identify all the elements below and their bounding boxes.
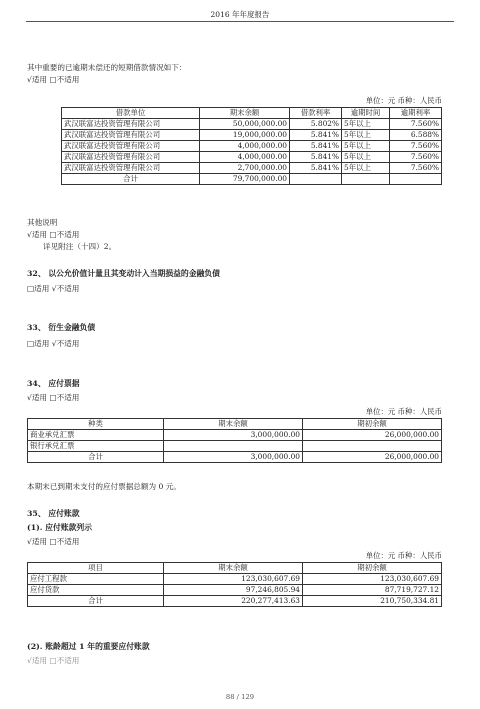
notes-payable-table	[27, 418, 442, 463]
cell-borrower: 武汉联富达投资管理有限公司	[62, 163, 200, 174]
table-total-row	[28, 596, 442, 607]
cell-rate: 5.841%	[290, 130, 342, 141]
header-rule	[26, 21, 454, 22]
total-end-balance: 3,000,000.00	[164, 452, 303, 463]
section-33-title: 33、 衍生金融负债	[27, 323, 96, 332]
total-label: 合计	[28, 452, 164, 463]
total-label: 合计	[28, 596, 164, 607]
total-balance: 79,700,000.00	[200, 174, 290, 185]
total-label: 合计	[62, 174, 200, 185]
section-35-sub2: (2). 账龄超过 1 年的重要应付账款	[27, 642, 150, 651]
cell-overdue-time: 5年以上	[342, 141, 390, 152]
cell-end-balance: 3,000,000.00	[164, 430, 303, 441]
other-notes-text: 详见附注（十四）2。	[43, 242, 117, 251]
table-header-row	[28, 419, 442, 430]
other-notes-title: 其他说明	[27, 218, 58, 227]
col-header: 借款利率	[290, 108, 342, 119]
section-34-note: 本期末已到期未支付的应付票据总额为 0 元。	[27, 482, 181, 491]
cell-begin-balance: 87,719,727.12	[303, 585, 442, 596]
empty-cell	[290, 174, 342, 185]
table-row	[62, 163, 442, 174]
section-34-unit: 单位：元 币种：人民币	[365, 407, 442, 416]
cell-type: 商业承兑汇票	[28, 430, 164, 441]
cell-end-balance: 97,246,805.94	[164, 585, 303, 596]
table-row	[62, 119, 442, 130]
accounts-payable-table	[27, 562, 442, 607]
cell-borrower: 武汉联富达投资管理有限公司	[62, 130, 200, 141]
table-row	[28, 574, 442, 585]
col-header: 逾期利率	[390, 108, 442, 119]
cell-rate: 5.841%	[290, 152, 342, 163]
empty-cell	[342, 174, 390, 185]
table-row	[62, 141, 442, 152]
cell-begin-balance	[303, 441, 442, 452]
col-header: 期末余额	[164, 419, 303, 430]
cell-end-balance	[164, 441, 303, 452]
cell-balance: 2,700,000.00	[200, 163, 290, 174]
cell-rate: 5.802%	[290, 119, 342, 130]
cell-overdue-time: 5年以上	[342, 119, 390, 130]
table-total-row	[62, 174, 442, 185]
cell-begin-balance: 123,030,607.69	[303, 574, 442, 585]
table-row	[28, 441, 442, 452]
table-header-row	[62, 108, 442, 119]
overdue-loans-table	[61, 107, 442, 185]
section-35-applicable: √适用 □不适用	[27, 537, 80, 546]
cell-borrower: 武汉联富达投资管理有限公司	[62, 119, 200, 130]
cell-balance: 4,000,000.00	[200, 152, 290, 163]
cell-overdue-time: 5年以上	[342, 152, 390, 163]
table-total-row	[28, 452, 442, 463]
empty-cell	[390, 174, 442, 185]
col-header: 种类	[28, 419, 164, 430]
table-row	[28, 585, 442, 596]
cell-rate: 5.841%	[290, 141, 342, 152]
total-begin-balance: 210,750,334.81	[303, 596, 442, 607]
page-header: 2016 年年度报告	[210, 10, 270, 19]
cell-overdue-rate: 7.560%	[390, 163, 442, 174]
cell-rate: 5.841%	[290, 163, 342, 174]
cell-item: 应付工程款	[28, 574, 164, 585]
total-begin-balance: 26,000,000.00	[303, 452, 442, 463]
section-33-applicable: □适用 √不适用	[27, 339, 80, 348]
cell-balance: 4,000,000.00	[200, 141, 290, 152]
cell-end-balance: 123,030,607.69	[164, 574, 303, 585]
section-35-sub1: (1). 应付账款列示	[27, 523, 93, 532]
col-header: 期末余额	[164, 563, 303, 574]
overdue-unit: 单位：元 币种：人民币	[365, 96, 442, 105]
cell-overdue-time: 5年以上	[342, 163, 390, 174]
section-32-title: 32、 以公允价值计量且其变动计入当期损益的金融负债	[27, 269, 220, 278]
cell-type: 银行承兑汇票	[28, 441, 164, 452]
cell-borrower: 武汉联富达投资管理有限公司	[62, 152, 200, 163]
col-header: 期初余额	[303, 419, 442, 430]
section-35-unit: 单位：元 币种：人民币	[365, 551, 442, 560]
page-number: 88 / 129	[225, 693, 255, 701]
col-header: 项目	[28, 563, 164, 574]
table-row	[28, 430, 442, 441]
col-header: 逾期时间	[342, 108, 390, 119]
cell-borrower: 武汉联富达投资管理有限公司	[62, 141, 200, 152]
cell-overdue-time: 5年以上	[342, 130, 390, 141]
cell-begin-balance: 26,000,000.00	[303, 430, 442, 441]
section-35-applicable2: √适用 □不适用	[27, 656, 80, 665]
overdue-applicable: √适用 □不适用	[27, 75, 80, 84]
table-header-row	[28, 563, 442, 574]
cell-balance: 19,000,000.00	[200, 130, 290, 141]
section-34-title: 34、 应付票据	[27, 379, 80, 388]
col-header: 期初余额	[303, 563, 442, 574]
col-header: 借款单位	[62, 108, 200, 119]
cell-item: 应付货款	[28, 585, 164, 596]
cell-balance: 50,000,000.00	[200, 119, 290, 130]
cell-overdue-rate: 6.588%	[390, 130, 442, 141]
cell-overdue-rate: 7.560%	[390, 119, 442, 130]
other-notes-applicable: √适用 □不适用	[27, 230, 80, 239]
table-row	[62, 130, 442, 141]
section-35-title: 35、 应付账款	[27, 509, 80, 518]
section-34-applicable: √适用 □不适用	[27, 393, 80, 402]
cell-overdue-rate: 7.560%	[390, 141, 442, 152]
total-end-balance: 220,277,413.63	[164, 596, 303, 607]
col-header: 期末余额	[200, 108, 290, 119]
table-row	[62, 152, 442, 163]
cell-overdue-rate: 7.560%	[390, 152, 442, 163]
section-32-applicable: □适用 √不适用	[27, 284, 80, 293]
overdue-intro: 其中重要的已逾期未偿还的短期借款情况如下：	[27, 63, 187, 72]
